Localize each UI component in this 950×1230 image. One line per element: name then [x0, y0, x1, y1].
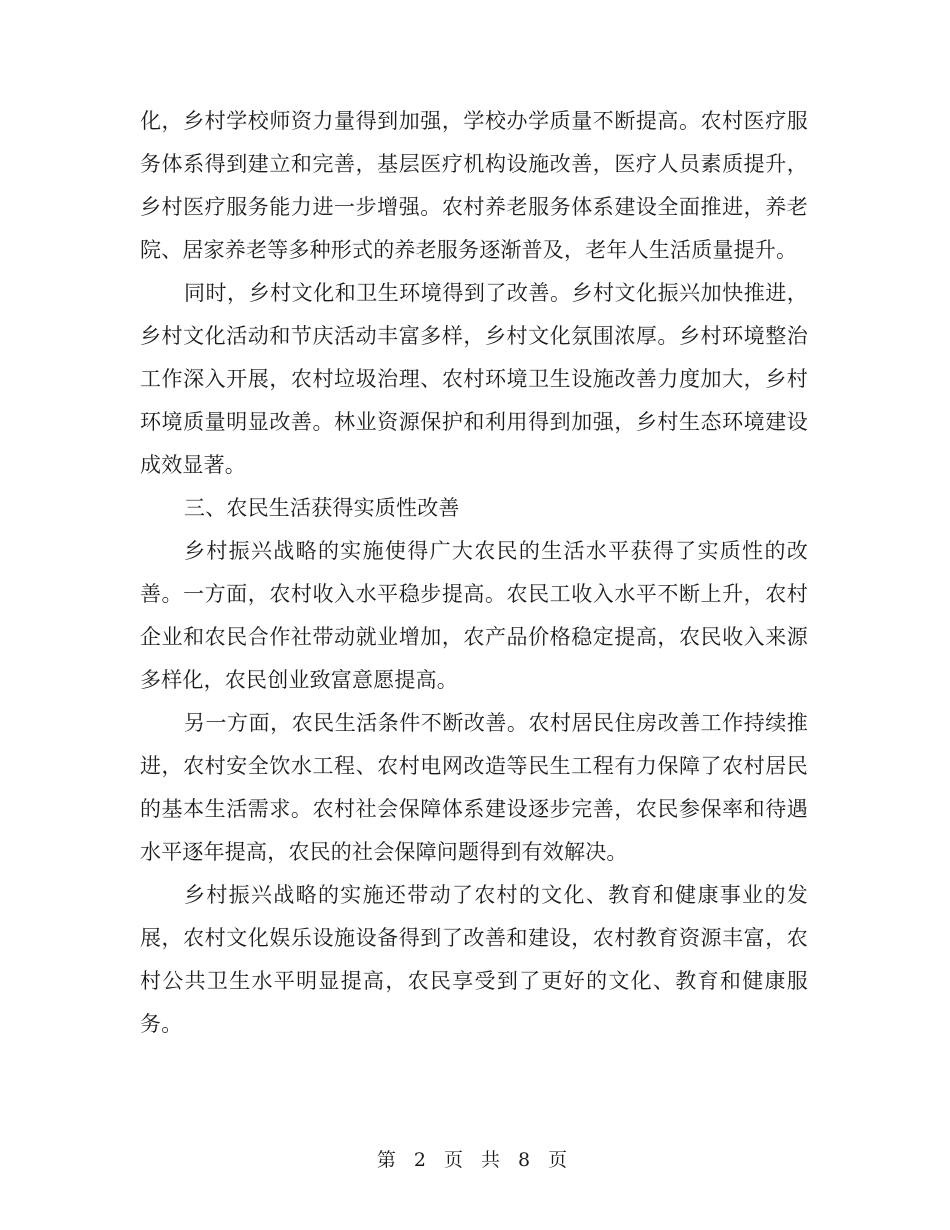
page-number-footer: 第 2 页 共 8 页 [376, 1149, 574, 1171]
paragraph-continued: 化，乡村学校师资力量得到加强，学校办学质量不断提高。农村医疗服务体系得到建立和完善，基层医疗机构设施改善，医疗人员素质提升，乡村医疗服务能力进一步增强。农村养老服务体系建设全面推进，养老院、居家养老等多种形式的养老服务逐渐普及，老年人生活质量提升。 [140, 109, 808, 262]
paragraph-culture-education-health: 乡村振兴战略的实施还带动了农村的文化、教育和健康事业的发展，农村文化娱乐设施设备得到了改善和建设，农村教育资源丰富，农村公共卫生水平明显提高，农民享受到了更好的文化、教育和健康服务。 [140, 883, 808, 1036]
paragraph-culture-environment: 同时，乡村文化和卫生环境得到了改善。乡村文化振兴加快推进，乡村文化活动和节庆活动丰富多样，乡村文化氛围浓厚。乡村环境整治工作深入开展，农村垃圾治理、农村环境卫生设施改善力度加大，乡村环境质量明显改善。林业资源保护和利用得到加强，乡村生态环境建设成效显著。 [140, 281, 808, 477]
section-heading: 三、农民生活获得实质性改善 [184, 496, 460, 520]
paragraph-income: 乡村振兴战略的实施使得广大农民的生活水平获得了实质性的改善。一方面，农村收入水平稳步提高。农民工收入水平不断上升，农村企业和农民合作社带动就业增加，农产品价格稳定提高，农民收入来源多样化，农民创业致富意愿提高。 [140, 539, 808, 692]
document-body [140, 100, 808, 1046]
paragraph-living-conditions: 另一方面，农民生活条件不断改善。农村居民住房改善工作持续推进，农村安全饮水工程、农村电网改造等民生工程有力保障了农村居民的基本生活需求。农村社会保障体系建设逐步完善，农民参保率和待遇水平逐年提高，农民的社会保障问题得到有效解决。 [140, 711, 808, 864]
